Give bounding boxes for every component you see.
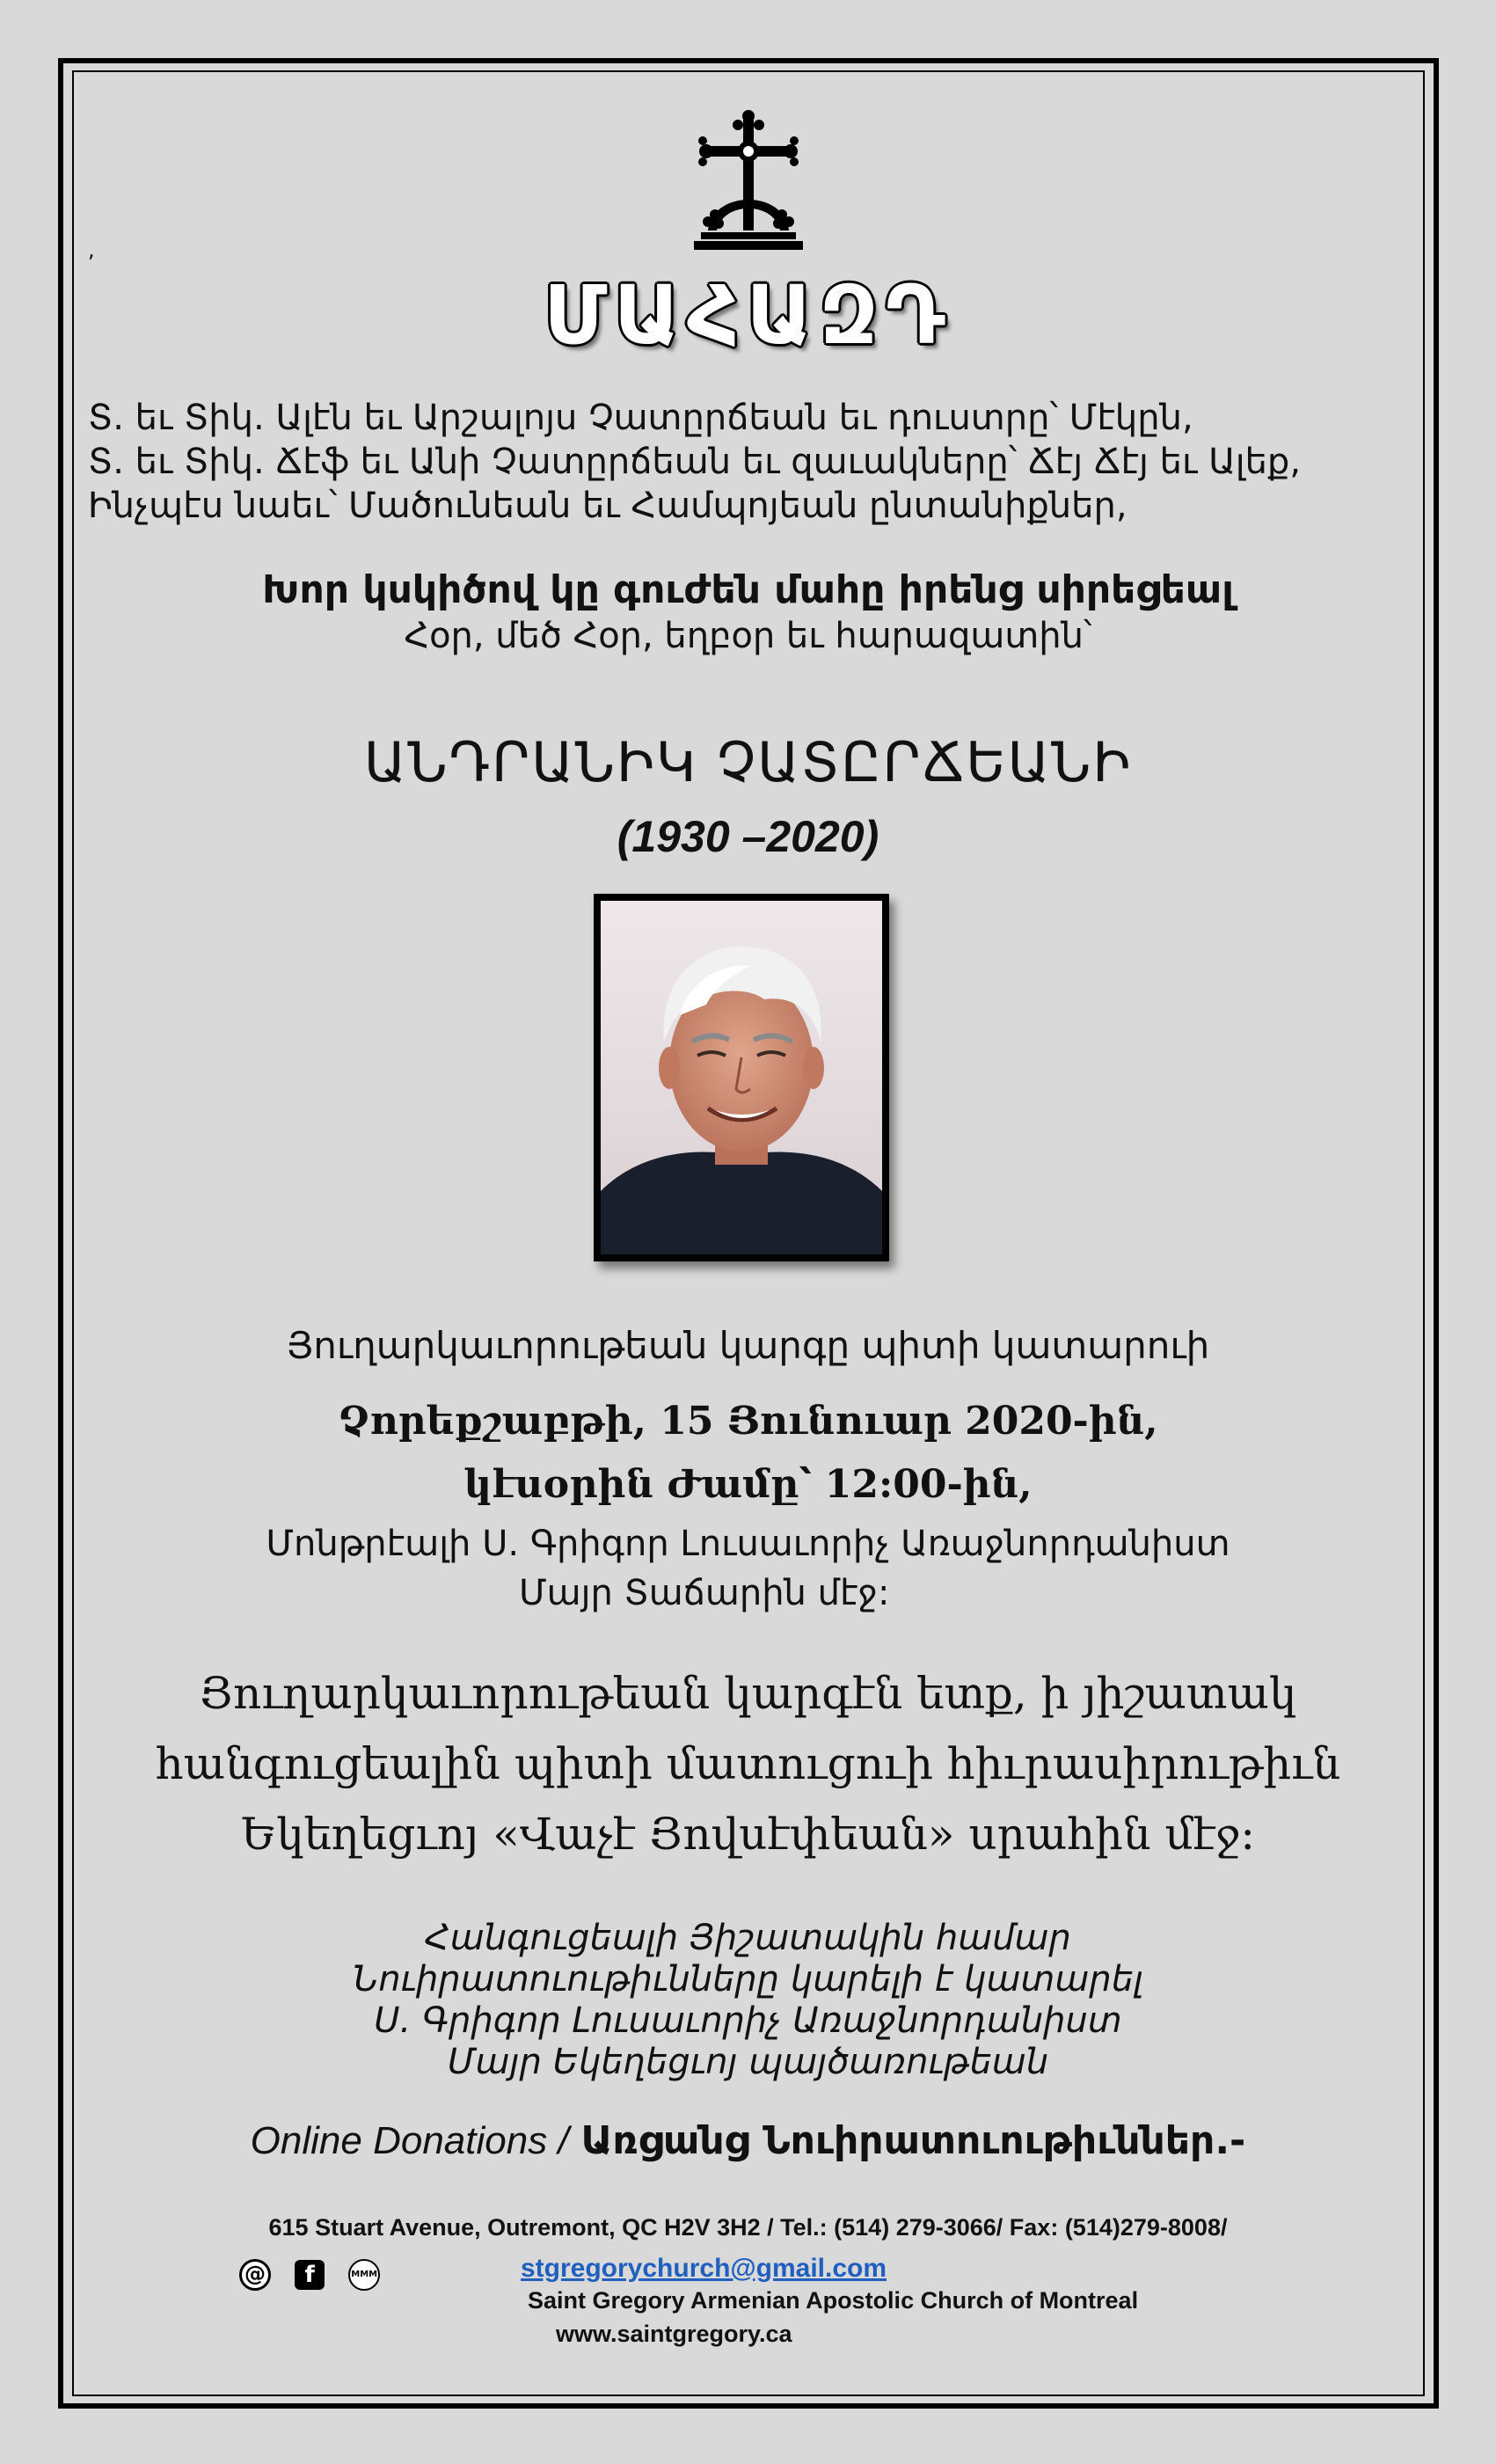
family-line: Տ. եւ Տիկ. Ճէֆ եւ Անի Չատըրճեան եւ զաւակները՝ Ճէյ Ճէյ եւ Ալեք, bbox=[88, 442, 1302, 482]
contact-icons bbox=[239, 2259, 399, 2291]
memorial-line: Մայր Եկեղեցւոյ պայծառութեան bbox=[447, 2042, 1049, 2082]
page-title: ՄԱՀԱԶԴ bbox=[544, 268, 952, 362]
family-list bbox=[88, 396, 1301, 528]
reception-line: Եկեղեցւոյ «Վաչէ Յովսէփեան» սրահին մէջ: bbox=[240, 1809, 1256, 1860]
website-text: www.saintgregory.ca bbox=[556, 2321, 792, 2347]
memorial-line: Ս. Գրիգոր Լուսաւորիչ Առաջնորդանիստ bbox=[374, 2000, 1122, 2041]
family-line: Տ. եւ Տիկ. Ալէն եւ Արշալոյս Չատըրճեան եւ դուստրը՝ Մէկըն, bbox=[88, 398, 1193, 438]
facebook-icon[interactable]: f bbox=[295, 2260, 325, 2290]
reception-line: հանգուցեալին պիտի մատուցուի հիւրասիրութիւն bbox=[155, 1738, 1341, 1789]
funeral-place-cathedral: Մայր Տաճարին մէջ: bbox=[519, 1573, 890, 1613]
reception-line: Յուղարկաւորութեան կարգէն ետք, ի յիշատակ bbox=[199, 1668, 1297, 1719]
church-name: Saint Gregory Armenian Apostolic Church of Montreal bbox=[528, 2287, 1139, 2314]
mmm-logo-icon[interactable]: MMM bbox=[348, 2259, 380, 2291]
family-line: Ինչպէս նաեւ՝ Մածունեան եւ Համպոյեան ընտանիքներ, bbox=[88, 486, 1127, 526]
church-address: 615 Stuart Avenue, Outremont, QC H2V 3H2 / Tel.: (514) 279-3066/ Fax: (514)279-8008/ bbox=[268, 2214, 1228, 2241]
relation-line: Հօր, մեծ Հօր, եղբօր եւ հարազատին՝ bbox=[404, 616, 1092, 656]
funeral-date: Չորեքշաբթի, 15 Յունուար 2020-ին, bbox=[338, 1399, 1158, 1444]
memorial-donations-notice bbox=[0, 1918, 1496, 2083]
grief-announcement: Խոր կսկիծով կը գուժեն մահը իրենց սիրեցեալ bbox=[262, 567, 1234, 612]
deceased-name: ԱՆԴՐԱՆԻԿ ՉԱՏԸՐՃԵԱՆԻ bbox=[363, 730, 1133, 794]
online-donations bbox=[0, 2118, 1496, 2163]
funeral-time: կէսօրին Ժամը՝ 12:00-ին, bbox=[463, 1462, 1033, 1507]
reception-notice bbox=[0, 1658, 1496, 1869]
memorial-line: Հանգուցեալի Յիշատակին համար bbox=[425, 1918, 1071, 1958]
stray-mark: , bbox=[88, 238, 95, 262]
memorial-line: Նուիրատուութիւնները կարելի է կատարել bbox=[353, 1959, 1143, 2000]
funeral-notice: Յուղարկաւորութեան կարգը պիտի կատարուի bbox=[286, 1324, 1210, 1367]
online-donations-en: Online Donations / bbox=[250, 2119, 569, 2162]
online-donations-hy: Առցանց Նուիրատուութիւններ.- bbox=[580, 2118, 1246, 2163]
funeral-place: Մոնթրէալի Ս. Գրիգոր Լուսաւորիչ Առաջնորդանիստ bbox=[266, 1524, 1230, 1564]
armenian-cross-icon bbox=[690, 107, 806, 253]
portrait-photo bbox=[594, 894, 889, 1261]
life-years: (1930 –2020) bbox=[617, 812, 879, 861]
email-link[interactable]: stgregorychurch@gmail.com bbox=[521, 2254, 887, 2283]
at-email-icon[interactable]: @ bbox=[239, 2259, 271, 2291]
